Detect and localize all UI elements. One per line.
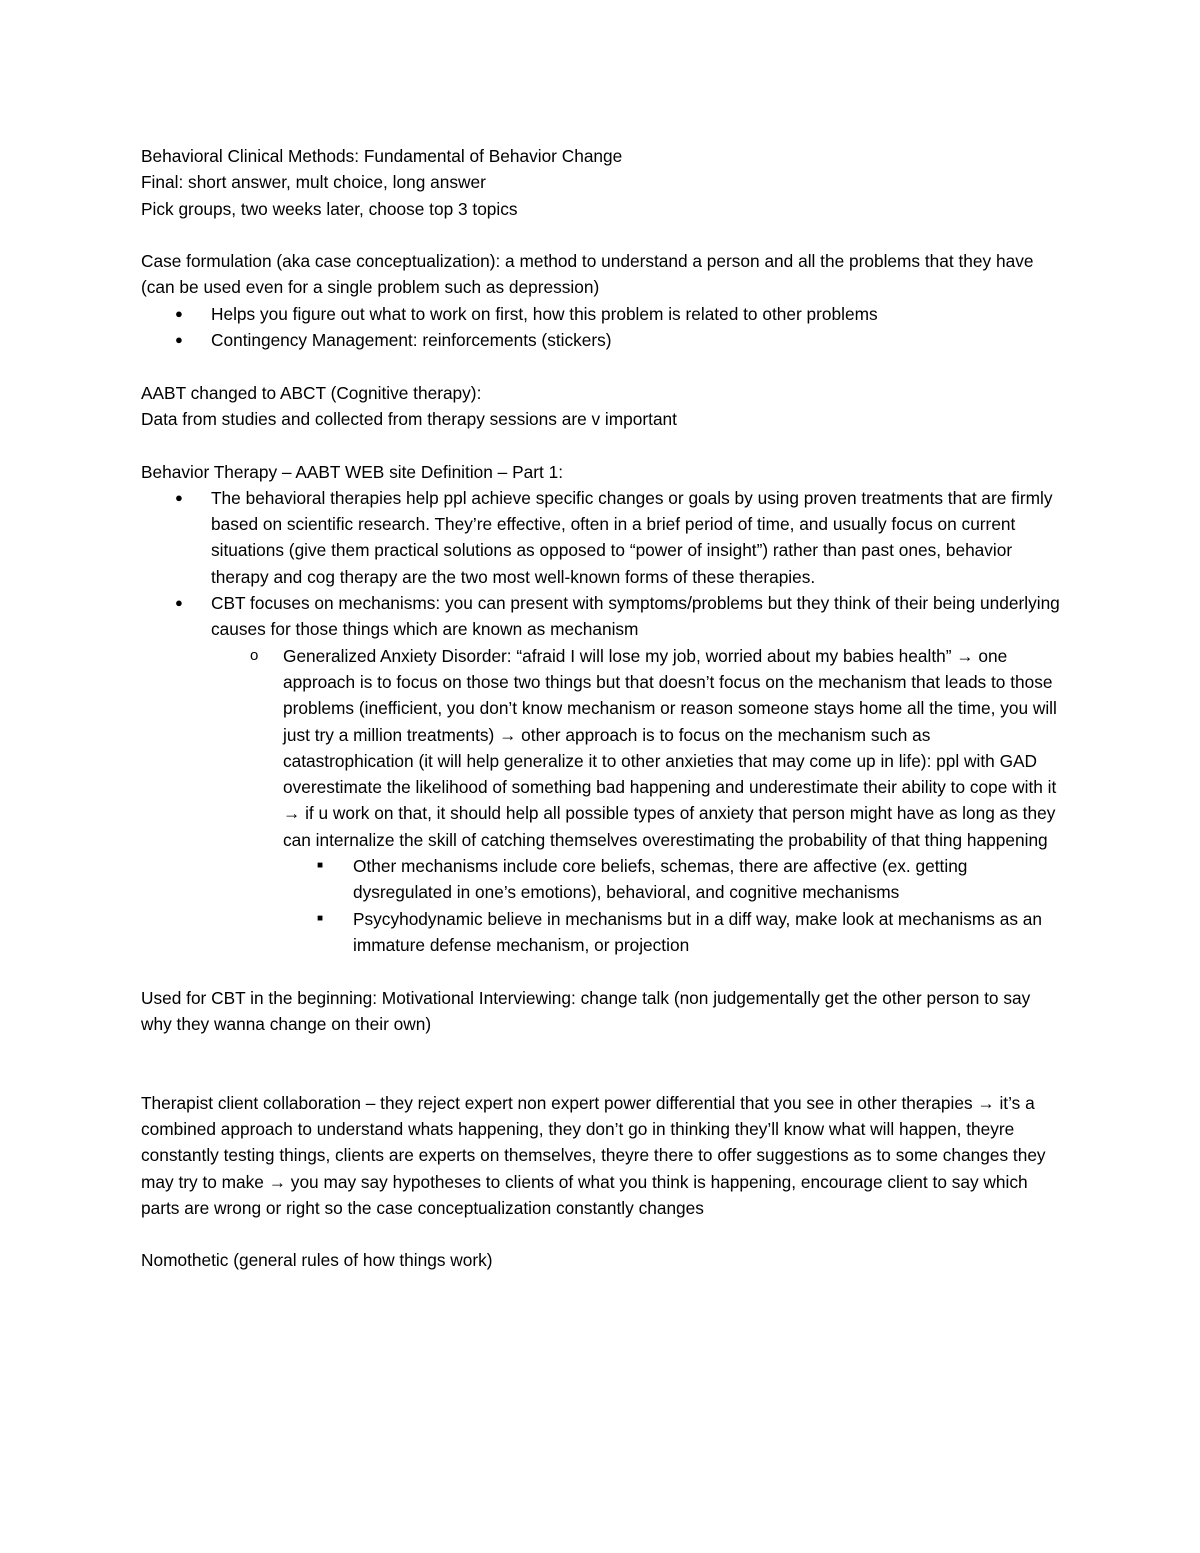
nomothetic-line: Nomothetic (general rules of how things work)	[141, 1250, 493, 1271]
circle-bullet-icon: o	[250, 646, 259, 664]
case-formulation-list	[141, 301, 1061, 354]
aabt-change-line: AABT changed to ABCT (Cognitive therapy):	[141, 382, 482, 403]
bullet-icon: ●	[175, 305, 183, 321]
case-formulation-paragraph: Case formulation (aka case conceptualization): a method to understand a person and all the problems that they have (can be used even for a single problem such as depression)	[141, 251, 1034, 298]
sub-list-item: o Generalized Anxiety Disorder: “afraid I will lose my job, worried about my babies health” → one approach is to focus on those two things but that doesn’t focus on the mechanism that leads to those problems (inefficient, you don’t know mechanism or reason someone stays home all the time, you will just try a million treatments) → other approach is to focus on the mechanism such as catastrophication (it will help generalize it to other anxieties that may come up in life): ppl with GAD overestimate the likelihood of something bad happening and underestimate their ability to cope with it → if u work on that, it should help all possible types of anxiety that person might have as long as they can internalize the skill of catching themselves overestimating the probability of that thing happening	[141, 643, 1061, 853]
bullet-icon: ●	[175, 595, 183, 611]
data-importance-line: Data from studies and collected from therapy sessions are v important	[141, 408, 677, 429]
final-note: Final: short answer, mult choice, long answer	[141, 172, 486, 193]
bullet-icon: ●	[175, 332, 183, 348]
square-bullet-icon: ■	[317, 860, 324, 872]
document-body	[141, 143, 1061, 1274]
list-item: ● CBT focuses on mechanisms: you can present with symptoms/problems but they think of their being underlying causes for those things which are known as mechanism	[141, 590, 1061, 643]
document-title: Behavioral Clinical Methods: Fundamental of Behavior Change	[141, 146, 623, 166]
sub-sub-list-item: ■ Other mechanisms include core beliefs, schemas, there are affective (ex. getting dysregulated in one’s emotions), behavioral, and cognitive mechanisms	[141, 853, 1061, 906]
list-item: ● Helps you figure out what to work on first, how this problem is related to other problems	[141, 301, 1061, 327]
bullet-icon: ●	[175, 489, 183, 505]
groups-note: Pick groups, two weeks later, choose top 3 topics	[141, 198, 518, 219]
behavior-therapy-heading: Behavior Therapy – AABT WEB site Definition – Part 1:	[141, 461, 563, 482]
square-bullet-icon: ■	[317, 912, 324, 924]
motivational-interviewing-paragraph: Used for CBT in the beginning: Motivational Interviewing: change talk (non judgementally get the other person to say why they wanna change on their own)	[141, 987, 1031, 1034]
behavior-therapy-list	[141, 485, 1061, 958]
list-item: ● The behavioral therapies help ppl achieve specific changes or goals by using proven treatments that are firmly based on scientific research. They’re effective, often in a brief period of time, and usually focus on current situations (give them practical solutions as opposed to “power of insight”) rather than past ones, behavior therapy and cog therapy are the two most well-known forms of these therapies.	[141, 485, 1061, 590]
collaboration-paragraph: Therapist client collaboration – they reject expert non expert power differential that you see in other therapies → it’s a combined approach to understand whats happening, they don’t go in thinking they’ll know what will happen, theyre constantly testing things, clients are experts on themselves, theyre there to offer suggestions as to some changes they may try to make → you may say hypotheses to clients of what you think is happening, encourage client to say which parts are wrong or right so the case conceptualization constantly changes	[141, 1092, 1046, 1218]
sub-sub-list-item: ■ Psycyhodynamic believe in mechanisms but in a diff way, make look at mechanisms as an immature defense mechanism, or projection	[141, 906, 1061, 959]
list-item: ● Contingency Management: reinforcements (stickers)	[141, 327, 1061, 353]
